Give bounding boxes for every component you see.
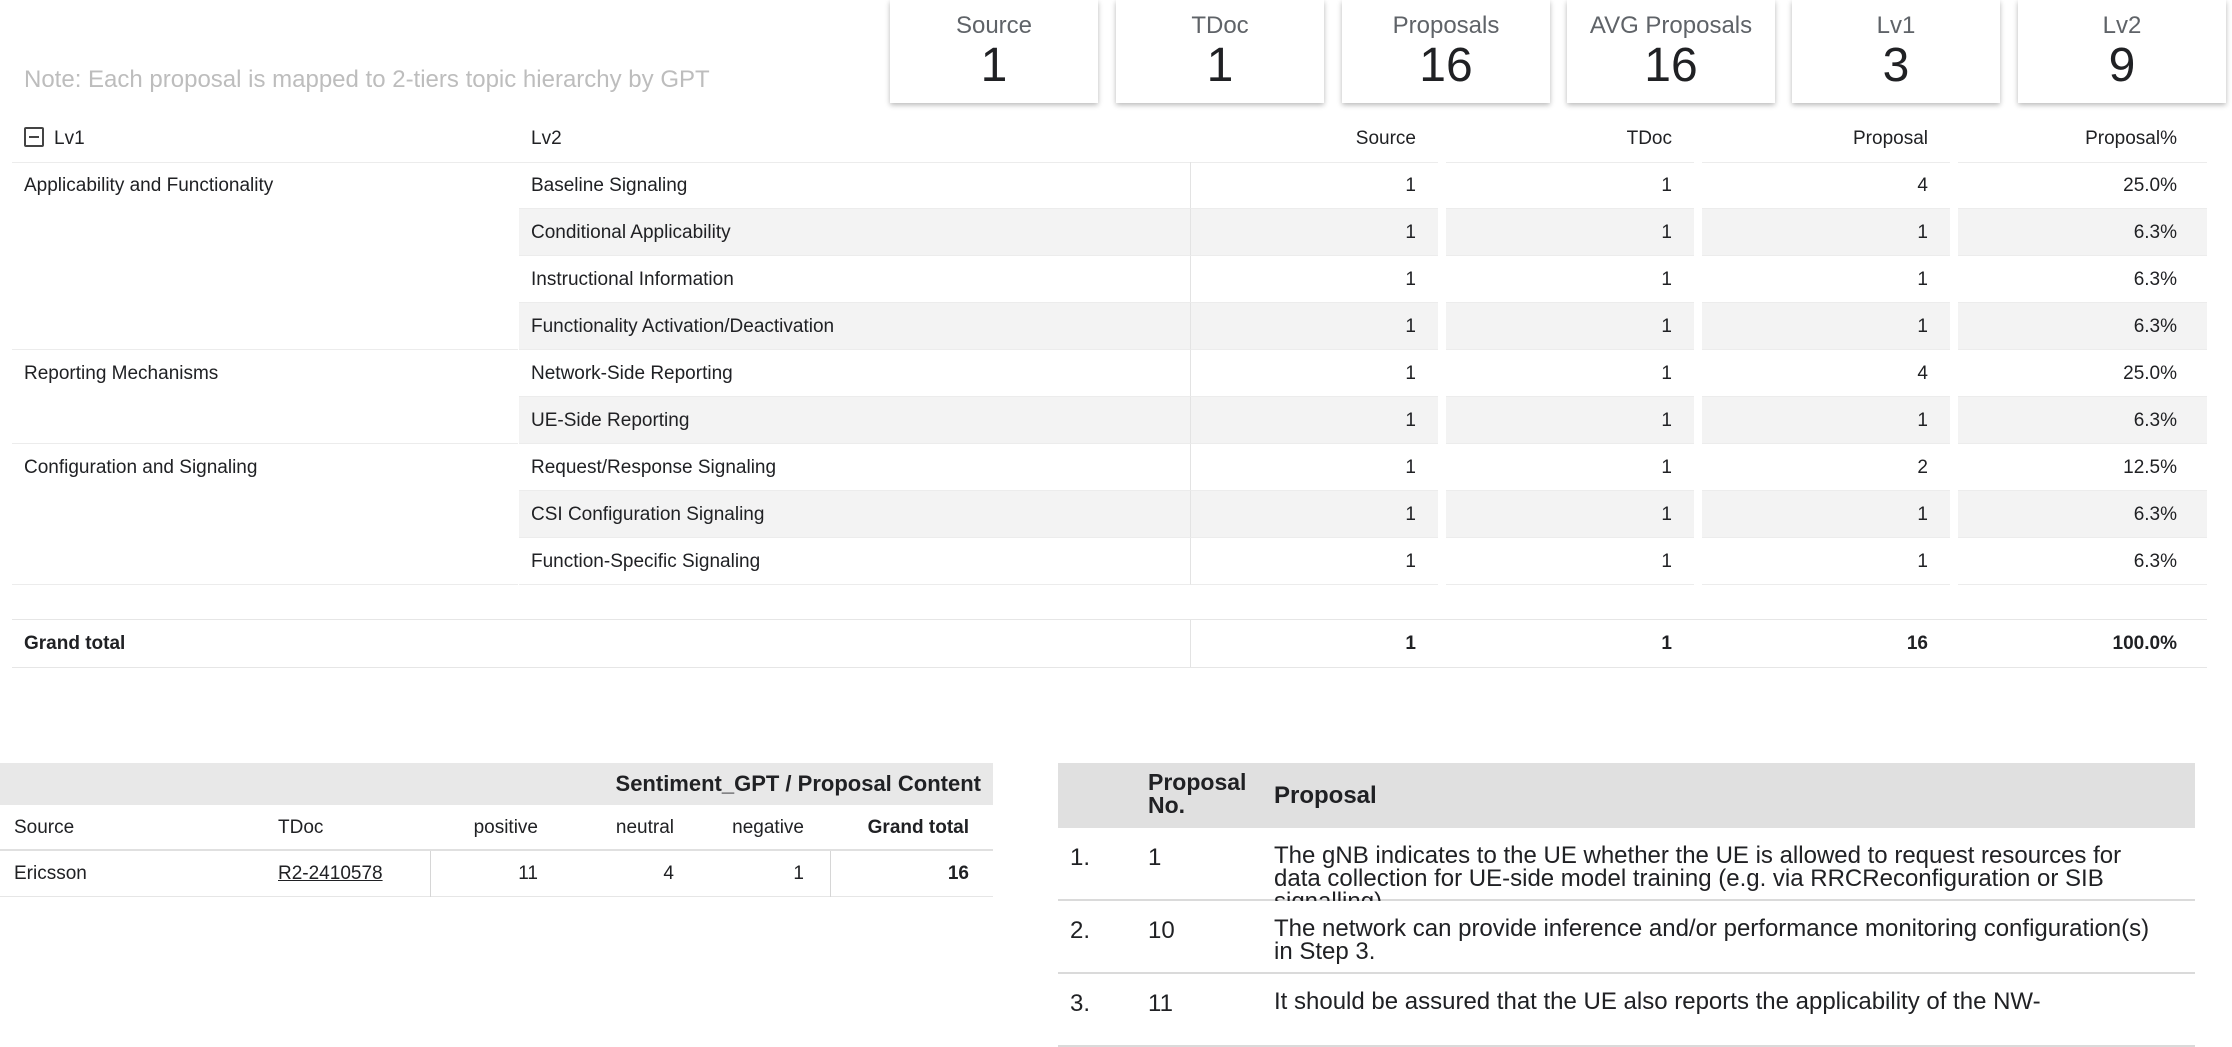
column-gap [1950,162,1958,209]
column-gap [1950,397,1958,444]
sentiment-title: Sentiment_GPT / Proposal Content [615,771,981,796]
proposal-row [1058,828,2195,901]
cell-lv2: Conditional Applicability [519,209,1190,256]
cell-proposal-pct: 6.3% [1954,397,2207,444]
cell-proposal: 1 [1698,256,1954,303]
column-gap [1950,538,1958,585]
cell-tdoc: 1 [1442,162,1698,209]
pivot-row [12,350,2207,397]
total-proposal-pct: 100.0% [2112,633,2177,654]
sent-header-total[interactable]: Grand total [867,817,969,838]
total-tdoc: 1 [1661,633,1672,654]
cell-lv1 [12,538,518,585]
column-gap [1438,444,1446,491]
proposal-header-row [1058,763,2195,828]
column-gap [1694,491,1702,538]
kpi-label: Proposals [1392,12,1500,39]
cell-lv1 [12,491,518,538]
header-lv2[interactable]: Lv2 [531,128,562,149]
pivot-row [12,303,2207,350]
cell-lv2: Network-Side Reporting [519,350,1190,397]
cell-tdoc: 1 [1442,491,1698,538]
column-gap [1950,303,1958,350]
kpi-value: 1 [1206,39,1234,92]
pivot-row [12,491,2207,538]
cell-lv1: Reporting Mechanisms [24,363,219,384]
column-gap [1694,444,1702,491]
cell-tdoc: 1 [1442,538,1698,585]
kpi-value: 9 [2108,39,2136,92]
sent-cell-positive: 11 [430,851,564,897]
header-proposal-no-line2: No. [1148,792,1186,818]
kpi-card-tdoc [1116,0,1324,103]
cell-proposal: 1 [1698,538,1954,585]
cell-tdoc: 1 [1442,444,1698,491]
column-gap [1438,162,1446,209]
column-gap [1438,209,1446,256]
proposal-index: 3. [1070,990,1091,1017]
pivot-row [12,444,2207,491]
cell-tdoc: 1 [1442,256,1698,303]
column-gap [1438,350,1446,397]
pivot-row [12,256,2207,303]
cell-proposal-pct: 6.3% [1954,209,2207,256]
column-gap [1694,303,1702,350]
cell-source: 1 [1190,491,1442,538]
proposal-index: 2. [1070,917,1091,944]
column-gap [1438,491,1446,538]
kpi-value: 1 [980,39,1008,92]
sent-header-tdoc[interactable]: TDoc [278,817,324,838]
kpi-value: 16 [1419,39,1473,92]
cell-source: 1 [1190,397,1442,444]
cell-source: 1 [1190,162,1442,209]
cell-proposal: 1 [1698,397,1954,444]
note-text: Note: Each proposal is mapped to 2-tiers topic hierarchy by GPT [24,66,710,93]
kpi-card-lv1 [1792,0,2000,103]
proposal-text: It should be assured that the UE also reports the applicability of the NW- [1274,988,2041,1015]
column-gap [1950,256,1958,303]
proposal-row [1058,901,2195,974]
cell-source: 1 [1190,303,1442,350]
cell-lv1 [12,303,518,350]
cell-tdoc: 1 [1442,209,1698,256]
kpi-label: Lv2 [2102,12,2142,39]
proposal-number: 11 [1148,990,1173,1017]
total-label: Grand total [24,633,126,654]
cell-lv2: Instructional Information [519,256,1190,303]
cell-source: 1 [1190,209,1442,256]
header-proposal[interactable]: Proposal [1274,782,1377,809]
header-lv1[interactable] [12,115,518,162]
sent-cell-tdoc [264,851,430,897]
column-gap [1694,162,1702,209]
header-proposal-no[interactable] [1148,771,1246,817]
cell-lv1: Configuration and Signaling [24,457,258,478]
column-gap [1950,209,1958,256]
cell-lv2: UE-Side Reporting [519,397,1190,444]
cell-lv2: Function-Specific Signaling [519,538,1190,585]
column-gap [1950,444,1958,491]
cell-proposal-pct: 12.5% [1954,444,2207,491]
cell-lv2: CSI Configuration Signaling [519,491,1190,538]
column-gap [1694,538,1702,585]
cell-proposal-pct: 6.3% [1954,538,2207,585]
cell-source: 1 [1190,444,1442,491]
column-gap [1438,397,1446,444]
cell-proposal-pct: 25.0% [1954,162,2207,209]
pivot-total-row [12,619,2207,668]
pivot-row [12,538,2207,585]
cell-source: 1 [1190,350,1442,397]
cell-proposal-pct: 6.3% [1954,303,2207,350]
kpi-card-lv2 [2018,0,2226,103]
cell-proposal: 1 [1698,303,1954,350]
sent-cell-negative: 1 [793,863,804,884]
kpi-label: Lv1 [1876,12,1916,39]
column-gap [1694,209,1702,256]
cell-lv1 [12,256,518,303]
sent-header-positive[interactable]: positive [473,817,538,838]
proposal-text: The network can provide inference and/or performance monitoring configuration(s) in Step 3. [1274,915,2150,965]
kpi-card-avg-proposals [1567,0,1775,103]
kpi-card-source [890,0,1098,103]
pivot-row [12,397,2207,444]
column-gap [1950,350,1958,397]
column-gap [1438,303,1446,350]
cell-lv2: Baseline Signaling [519,162,1190,209]
cell-proposal: 1 [1698,491,1954,538]
sent-cell-total: 16 [830,851,993,897]
cell-tdoc: 1 [1442,350,1698,397]
sentiment-header-row [0,805,993,851]
cell-source: 1 [1190,538,1442,585]
kpi-label: Source [955,12,1033,39]
proposal-number: 10 [1148,917,1175,944]
pivot-header-row [12,115,2207,163]
proposal-row [1058,974,2195,1047]
header-lv1-label: Lv1 [54,128,85,149]
sentiment-row [0,851,993,897]
sent-cell-source: Ericsson [14,863,87,884]
cell-proposal: 4 [1698,350,1954,397]
proposal-text: The gNB indicates to the UE whether the UE is allowed to request resources for data collection for UE-side model training (e.g. via RRCReconfiguration or SIB [1274,842,2122,892]
column-gap [1438,256,1446,303]
header-proposal[interactable]: Proposal [1853,128,1928,149]
sent-header-source[interactable]: Source [14,817,75,838]
cell-proposal: 4 [1698,162,1954,209]
header-proposal-no-line1: Proposal [1148,769,1247,795]
column-gap [1694,397,1702,444]
column-gap [1438,538,1446,585]
kpi-label: AVG Proposals [1589,12,1753,39]
column-gap [1694,256,1702,303]
proposal-index: 1. [1070,844,1091,871]
pivot-row [12,209,2207,256]
collapse-icon[interactable] [24,127,44,147]
cell-lv2: Request/Response Signaling [519,444,1190,491]
column-gap [1694,350,1702,397]
cell-proposal: 1 [1698,209,1954,256]
column-gap [1950,491,1958,538]
kpi-value: 16 [1644,39,1698,92]
header-proposal-pct[interactable]: Proposal% [2085,128,2177,149]
cell-proposal: 2 [1698,444,1954,491]
tdoc-link[interactable]: R2-2410578 [278,863,383,884]
cell-lv1: Applicability and Functionality [24,175,274,196]
cell-lv1 [12,209,518,256]
kpi-value: 3 [1882,39,1910,92]
cell-proposal-pct: 6.3% [1954,256,2207,303]
cell-proposal-pct: 25.0% [1954,350,2207,397]
cell-proposal-pct: 6.3% [1954,491,2207,538]
proposal-number: 1 [1148,844,1162,871]
sent-header-neutral[interactable]: neutral [615,817,674,838]
cell-lv2: Functionality Activation/Deactivation [519,303,1190,350]
header-tdoc[interactable]: TDoc [1626,128,1672,149]
kpi-label: TDoc [1191,12,1249,39]
header-source[interactable]: Source [1355,128,1416,149]
kpi-card-proposals [1342,0,1550,103]
sent-header-negative[interactable]: negative [732,817,804,838]
cell-source: 1 [1190,256,1442,303]
sentiment-title-bar [0,763,993,805]
sent-cell-neutral: 4 [663,863,674,884]
total-source: 1 [1190,620,1442,667]
total-proposal: 16 [1906,633,1928,654]
cell-tdoc: 1 [1442,397,1698,444]
cell-lv1 [12,397,518,444]
pivot-row [12,162,2207,209]
cell-tdoc: 1 [1442,303,1698,350]
